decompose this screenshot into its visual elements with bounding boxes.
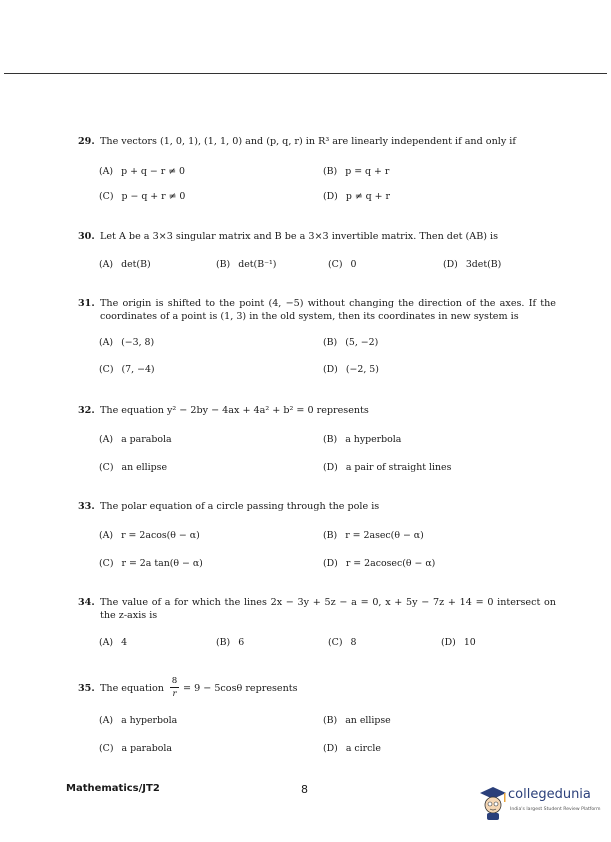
question-text: The vectors (1, 0, 1), (1, 1, 0) and (p, q, r) in R³ are linearly independent if and only if (100, 136, 516, 147)
option-a[interactable]: (A) p + q − r ≠ 0 (99, 166, 185, 177)
subject-code: Mathematics/JT2 (66, 783, 160, 794)
logo-tagline: India's largest Student Review Platform (510, 807, 601, 812)
option-d[interactable]: (D) a pair of straight lines (323, 462, 452, 473)
option-b[interactable]: (B) p = q + r (323, 166, 390, 177)
option-a[interactable]: (A) det(B) (99, 259, 151, 270)
option-a[interactable]: (A) a parabola (99, 434, 172, 445)
question-text: The equation y² − 2by − 4ax + 4a² + b² = 0 represents (100, 405, 369, 416)
logo-wordmark: collegedunia (508, 787, 591, 802)
option-b[interactable]: (B) det(B⁻¹) (216, 259, 277, 270)
option-d[interactable]: (D) (−2, 5) (323, 364, 379, 375)
question-text: The equation 8 r = 9 − 5cosθ represents (100, 676, 298, 699)
option-b[interactable]: (B) (5, −2) (323, 337, 379, 348)
option-d[interactable]: (D) r = 2acosec(θ − α) (323, 558, 436, 569)
question-text: The value of a for which the lines 2x − 3y + 5z − a = 0, x + 5y − 7z + 14 = 0 intersect on the z-axis is (100, 597, 556, 621)
option-c[interactable]: (C) p − q + r ≠ 0 (99, 191, 186, 202)
question-number: 35. (78, 683, 95, 694)
question-text: The polar equation of a circle passing through the pole is (100, 501, 380, 512)
question-number: 30. (78, 231, 95, 242)
question-29 (78, 135, 556, 148)
option-b[interactable]: (B) 6 (216, 637, 245, 648)
question-text: The origin is shifted to the point (4, −5) without changing the direction of the axes. If the coordinates of a point is (1, 3) in the old system, then its coordinates in new system is (100, 298, 556, 322)
option-a[interactable]: (A) r = 2acos(θ − α) (99, 530, 200, 541)
option-a[interactable]: (A) a hyperbola (99, 715, 178, 726)
question-34 (78, 596, 556, 622)
option-d[interactable]: (D) p ≠ q + r (323, 191, 390, 202)
option-b[interactable]: (B) r = 2asec(θ − α) (323, 530, 424, 541)
question-35 (78, 675, 556, 703)
question-number: 33. (78, 501, 95, 512)
option-b[interactable]: (B) an ellipse (323, 715, 391, 726)
question-text: Let A be a 3×3 singular matrix and B be a 3×3 invertible matrix. Then det (AB) is (100, 231, 499, 242)
question-33 (78, 500, 556, 513)
collegedunia-logo (478, 785, 608, 825)
option-c[interactable]: (C) 0 (328, 259, 357, 270)
option-c[interactable]: (C) a parabola (99, 743, 172, 754)
option-c[interactable]: (C) 8 (328, 637, 357, 648)
option-b[interactable]: (B) a hyperbola (323, 434, 402, 445)
fraction-numerator: 8 (171, 676, 178, 686)
header-rule (4, 73, 607, 74)
option-a[interactable]: (A) 4 (99, 637, 128, 648)
option-d[interactable]: (D) 10 (441, 637, 476, 648)
page-number: 8 (301, 783, 308, 796)
question-number: 34. (78, 597, 95, 608)
question-32 (78, 404, 556, 417)
question-31 (78, 297, 556, 323)
option-d[interactable]: (D) a circle (323, 743, 381, 754)
option-c[interactable]: (C) (7, −4) (99, 364, 155, 375)
option-c[interactable]: (C) r = 2a tan(θ − α) (99, 558, 203, 569)
question-number: 31. (78, 298, 95, 309)
fraction-denominator: r (172, 689, 177, 699)
option-d[interactable]: (D) 3det(B) (443, 259, 502, 270)
option-c[interactable]: (C) an ellipse (99, 462, 168, 473)
option-a[interactable]: (A) (−3, 8) (99, 337, 155, 348)
question-30 (78, 230, 556, 243)
question-number: 29. (78, 136, 95, 147)
graduate-mascot-icon (478, 785, 508, 821)
question-number: 32. (78, 405, 95, 416)
